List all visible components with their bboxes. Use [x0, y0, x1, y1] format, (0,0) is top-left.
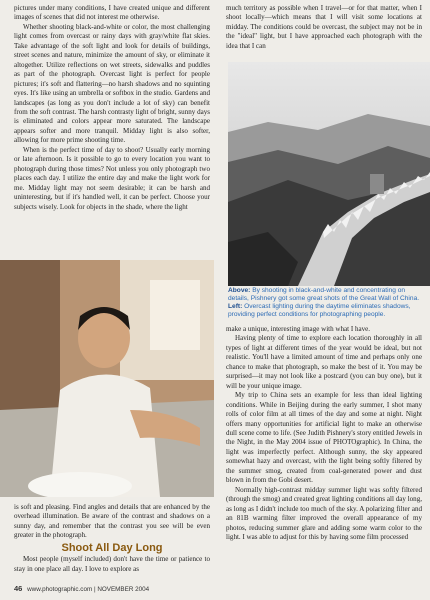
right-column-top [226, 4, 422, 51]
left-column-top [14, 4, 210, 212]
page-number: 46 [14, 584, 23, 593]
body-paragraph: make a unique, interesting image with what I have. [226, 325, 371, 333]
caption-label-left: Left: [228, 302, 243, 310]
caption-text-above: By shooting in black-and-white and concentrating on details, Pishnery got some great shots of the Great Wall of China. [228, 287, 420, 302]
body-paragraph: is soft and pleasing. Find angles and details that are enhanced by the overhead illumination. Be aware of the contrast and shadows on a sunny day, and remember that the contrast you see will be even greater in the photograph. [14, 503, 210, 540]
body-paragraph: My trip to China sets an example for less than ideal lighting conditions. While in Beijing during the early summer, I shot many rolls of color film at all times of the day and some at night. Night offers many opportunities for artificial light to make an otherwise dull scene come to life. (See Judith Pishnery's story entitled Jewels in the Night, in the May 2004 issue of PHOTOgraphic). In China, the light was imperfectly perfect. Although sunny, the sky appeared somewhat hazy and overcast, with the light being softly filtered by the summer smog, created from coal-generated power and dust blown in from the Gobi desert. [226, 391, 422, 485]
body-paragraph: much territory as possible when I travel—or for that matter, when I shoot locally—which means that I will visit some locations at midday. The conditions could be overcast, the subject may not be in the "ideal" light, but I have approached each photograph with the idea that I can [226, 4, 422, 50]
great-wall-photo [228, 62, 430, 286]
body-paragraph: Normally high-contrast midday summer light was softly filtered (through the smog) and created great lighting conditions all day long, as long as I didn't include too much of the sky. A polarizing filter and an 81B warming filter improved the overall appearance of my photos, reducing summer glare and adding some warm color to the light. I was able to adjust for this by having some film processed [226, 485, 422, 541]
body-paragraph: Most people (myself included) don't have the time or patience to stay in one place all day. I love to explore as [14, 555, 210, 573]
footer-text: www.photographic.com | NOVEMBER 2004 [27, 586, 150, 593]
section-heading: Shoot All Day Long [61, 541, 163, 554]
caption-label-above: Above: [228, 287, 251, 294]
body-paragraph: pictures under many conditions, I have created unique and different images of scenes that did not interest me otherwise. [14, 4, 210, 22]
body-paragraph: Whether shooting black-and-white or color, the most challenging light comes from overcast or rainy days with gray/white flat skies. Take advantage of the soft light and look for details of buildings, street scenes and nature, minimize the amount of sky, or eliminate it altogether. Utilize reflections on wet streets, sidewalks and puddles as part of the photograph. Overcast light is perfect for people pictures; it's soft and flattering—no harsh shadows and no squinting eyes. It's like using an umbrella or softbox in the studio. Gardens and landscapes (as long as you don't include a lot of sky) can benefit from the soft contrast. The harsh contrasty light of bright, sunny days is eliminated and colors appear more saturated. The landscape appears softer and more tranquil. Midday light is also softer, allowing for more prime shooting time. [14, 22, 210, 145]
caption-text-left: Overcast lighting during the daytime eliminates shadows, providing perfect conditions for photographing people. [228, 302, 411, 318]
left-column-bottom [14, 503, 210, 574]
portrait-photo [0, 260, 214, 497]
body-paragraph: When is the perfect time of day to shoot? Usually early morning or late afternoon. Is it possible to go to every location you want to photograph during those times? Not unless you only photograph two places each day. I utilize the entire day and make the light work for me. Midday light may not seem desirable; it can be harsh and uninteresting, but if it's handled well, it can be perfect. Choose your subjects wisely. Look for objects in the shade, where the light [14, 145, 210, 211]
body-paragraph: Having plenty of time to explore each location thoroughly in all types of light at different times of the year would be ideal, but not realistic. You'll have a limited amount of time and perhaps only one chance to make that photograph, so make the best of it. You may be surprised—it may not look like a postcard (you can buy one), but it will be your unique image. [226, 334, 422, 390]
right-column-bottom [226, 325, 422, 542]
photo-caption [228, 287, 426, 319]
page-footer [14, 584, 149, 593]
